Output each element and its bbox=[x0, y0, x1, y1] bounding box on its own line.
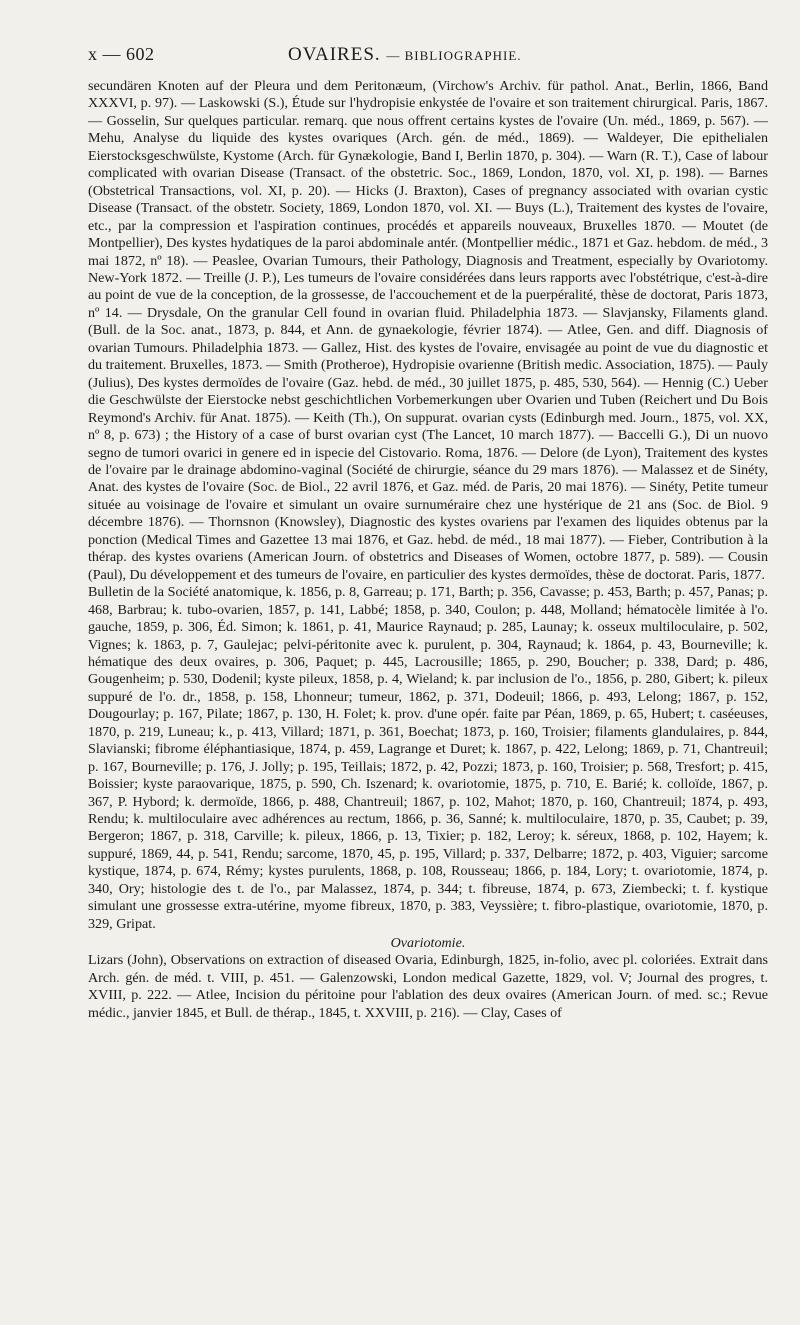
bibliography-body bbox=[88, 78, 768, 1022]
ovariotomie-paragraph: Lizars (John), Observations on extraction of diseased Ovaria, Edinburgh, 1825, in-folio, avec pl. coloriées. Extrait dans Arch. gén. de méd. t. VIII, p. 451. — Galenzowski, London medical Gazette, 1829, vol. V; Journal des progres, t. XVIII, p. 222. — Atlee, Incision du péritoine pour l'ablation des deux ovaires (American Journ. of med. sc.; Revue médic., janvier 1845, et Bull. de thérap., 1845, t. XXVIII, p. 216). — Clay, Cases of bbox=[88, 952, 768, 1021]
running-head-subtitle: — BIBLIOGRAPHIE. bbox=[386, 48, 522, 63]
running-head-title: OVAIRES. bbox=[288, 44, 381, 65]
bulletin-paragraph: Bulletin de la Société anatomique, k. 1856, p. 8, Garreau; p. 171, Barth; p. 356, Cavasse; p. 453, Barth; p. 457, Panas; p. 468, Barbrau; k. tubo-ovarien, 1857, p. 141, Labbé; 1858, p. 340, Coulon; p. 448, Molland; hématocèle limitée à l'o. gauche, 1859, p. 306, Éd. Simon; k. 1861, p. 41, Maurice Raynaud; p. 285, Launay; k. osseux multiloculaire, p. 502, Vignes; k. 1863, p. 7, Gaulejac; pelvi-péritonite avec k. purulent, p. 304, Raynaud; k. 1864, p. 43, Bourneville; k. hématique des deux ovaires, p. 306, Paquet; p. 445, Lacrousille; 1865, p. 290, Boucher; p. 338, Dard; p. 486, Gougenheim; p. 530, Dodenil; kyste pileux, 1858, p. 4, Wieland; k. par inclusion de l'o., 1856, p. 280, Gibert; k. pileux suppuré de l'o. dr., 1858, p. 158, Lhonneur; tumeur, 1862, p. 371, Dodeuil; 1866, p. 493, Lelong; 1867, p. 152, Dougourlay; p. 167, Pilate; 1867, p. 130, H. Folet; k. prov. d'une opér. faite par Péan, 1869, p. 65, Hubert; t. caséeuses, 1870, p. 219, Luneau; k., p. 413, Villard; 1871, p. 361, Boechat; 1873, p. 160, Troisier; filaments glandulaires, p. 844, Slavianski; fibrome éléphantiasique, 1874, p. 459, Lagrange et Duret; k. 1867, p. 422, Lelong; 1869, p. 71, Chantreuil; p. 167, Bourneville; p. 176, J. Jolly; p. 195, Teillais; 1872, p. 42, Pozzi; 1873, p. 160, Troisier; p. 568, Tresfort; p. 415, Boissier; kyste paraovarique, 1875, p. 590, Ch. Iszenard; k. ovariotomie, 1875, p. 710, E. Barié; k. colloïde, 1867, p. 367, P. Hybord; k. dermoïde, 1866, p. 488, Chantreuil; 1867, p. 102, Mahot; 1870, p. 160, Chantreuil; 1874, p. 493, Rendu; k. multiloculaire avec adhérences au rectum, 1866, p. 36, Sanné; k. multiloculaire, 1870, p. 35, Caubet; p. 39, Bergeron; 1867, p. 318, Carville; k. pileux, 1866, p. 13, Tixier; p. 182, Leroy; k. séreux, 1868, p. 102, Hayem; k. suppuré, 1869, 44, p. 541, Rendu; sarcome, 1870, 45, p. 195, Villard; p. 337, Delbarre; 1872, p. 403, Viguier; sarcome kystique, 1874, p. 674, Rémy; kystes purulents, 1868, p. 108, Rousseau; 1866, p. 184, Lory; t. ovariotomie, 1874, p. 340, Ory; histologie des t. de l'o., par Malassez, 1874, p. 344; t. fibreuse, 1874, p. 673, Ziembecki; t. f. kystique simulant une grossesse extra-utérine, myome fibreux, 1870, p. 383, Veyssière; t. fibro-plastique, ovariotomie, 1870, p. 329, Gripat. bbox=[88, 584, 768, 932]
running-head bbox=[288, 44, 522, 66]
page-number: x — 602 bbox=[88, 44, 155, 64]
bibliography-paragraph: secundären Knoten auf der Pleura und dem Peritonæum, (Virchow's Archiv. für pathol. Anat., Berlin, 1866, Band XXXVI, p. 97). — Laskowski (S.), Étude sur l'hydropisie enkystée de l'ovaire et son traitement chirurgical. Paris, 1867. — Gosselin, Sur quelques particular. remarq. que nous offrent certains kystes de l'ovaire (Un. méd., 1869, p. 567). — Mehu, Analyse du liquide des kystes ovariques (Arch. gén. de méd., 1869). — Waldeyer, Die epithelialen Eierstocksgeschwülste, Kystome (Arch. für Gynækologie, Band I, Berlin 1870, p. 304). — Warn (R. T.), Case of labour complicated with ovarian Disease (Transact. of the obstetric. Soc., 1869, London, 1870, vol. XI, p. 198). — Barnes (Obstetrical Transactions, vol. XI, p. 20). — Hicks (J. Braxton), Cases of pregnancy associated with ovarian cystic Disease (Transact. of the obstetr. Society, 1869, London 1870, vol. XI. — Buys (L.), Traitement des kystes de l'ovaire, etc., par la compression et l'aspiration continues, procédés et appareils nouveaux, Bruxelles 1870. — Moutet (de Montpellier), Des kystes hydatiques de la paroi abdominale antér. (Montpellier médic., 1871 et Gaz. hebdom. de méd., 3 mai 1872, nº 18). — Peaslee, Ovarian Tumours, their Pathology, Diagnosis and Treatment, especially by Ovariotomy. New-York 1872. — Treille (J. P.), Les tumeurs de l'ovaire considérées dans leurs rapports avec l'obstétrique, c'est-à-dire au point de vue de la conception, de la grossesse, de l'accouchement et de la puerpéralité, thèse de doctorat, Paris 1873, nº 14. — Drysdale, On the granular Cell found in ovarian fluid. Philadelphia 1873. — Slavjansky, Filaments gland. (Bull. de la Soc. anat., 1873, p. 844, et Ann. de gynaekologie, février 1874). — Atlee, Gen. and diff. Diagnosis of ovarian Tumours. Philadelphia 1873. — Gallez, Hist. des kystes de l'ovaire, envisagée au point de vue du diagnostic et du traitement. Bruxelles, 1873. — Smith (Protheroe), Hydropisie ovarienne (British medic. Association, 1875). — Pauly (Julius), Des kystes dermoïdes de l'ovaire (Gaz. hebd. de méd., 30 juillet 1875, p. 485, 530, 564). — Hennig (C.) Ueber die Geschwülste der Eierstocke nebst geschichtlichen Vorbemerkungen uber Ovarien und Tuben (Reichert und Du Bois Reymond's Archiv. für Anat. 1875). — Keith (Th.), On suppurat. ovarian cysts (Edinburgh med. Journ., 1875, vol. XX, nº 8, p. 673) ; the History of a case of burst ovarian cyst (The Lancet, 10 march 1877). — Baccelli G.), Di un nuovo segno de tumori ovarici in genere ed in ispecie del Cistovario. Roma, 1876. — Delore (de Lyon), Traitement des kystes de l'ovaire par le drainage abdomino-vaginal (Société de chirurgie, séance du 29 mars 1876). — Malassez et de Sinéty, Anat. des kystes de l'ovaire (Soc. de Biol., 22 avril 1876, et Gaz. méd. de Paris, 20 mai 1876). — Sinéty, Petite tumeur située au voisinage de l'ovaire et simulant un ovaire surnuméraire chez une hystérique de 21 ans (Soc. de Biol. 9 décembre 1876). — Thornsnon (Knowsley), Diagnostic des kystes ovariens par l'examen des liquides obtenus par la ponction (Medical Times and Gazettee 13 mai 1876, et Gaz. hebd. de méd., 18 mai 1877). — Fieber, Contribution à la thérap. des kystes ovariens (American Journ. of obstetrics and Diseases of Women, octobre 1877, p. 589). — Cousin (Paul), Du développement et des tumeurs de l'ovaire, en particulier des kystes dermoïdes, thèse de doctorat. Paris, 1877. bbox=[88, 78, 768, 583]
page-header bbox=[88, 44, 768, 78]
section-heading: Ovariotomie. bbox=[390, 935, 466, 952]
